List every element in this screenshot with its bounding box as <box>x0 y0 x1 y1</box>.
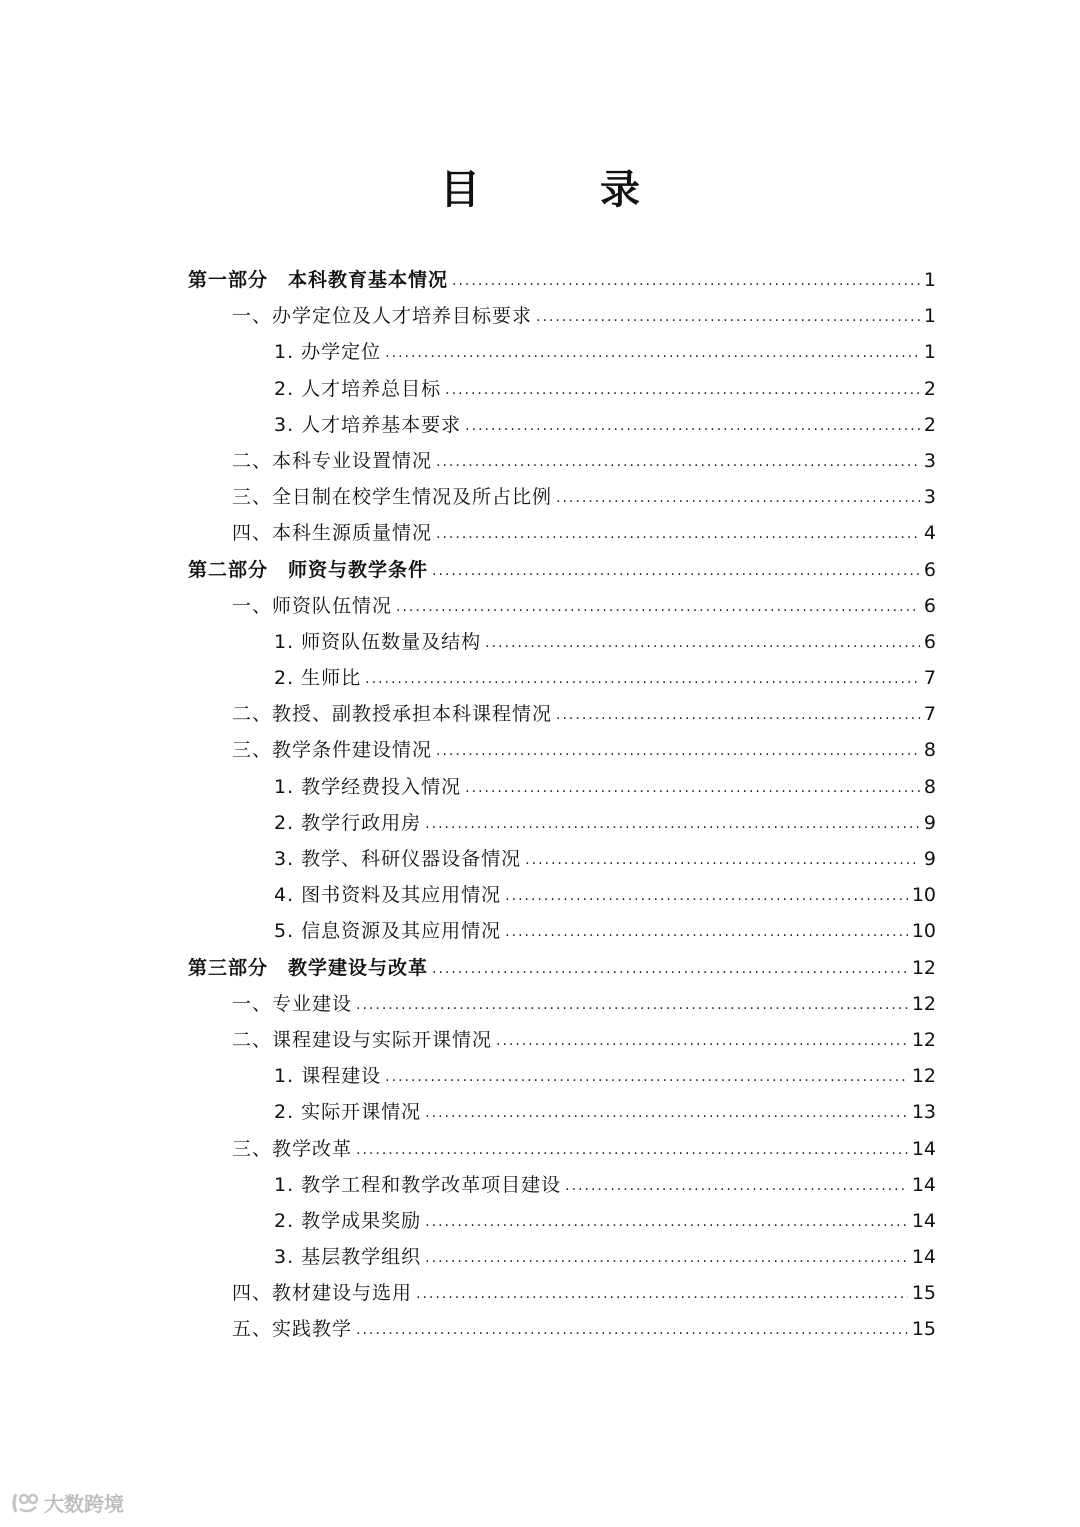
toc-entry[interactable] <box>188 1058 936 1094</box>
toc-entry-page-number: 15 <box>911 1282 936 1305</box>
toc-leader-dots <box>385 335 920 371</box>
toc-entry[interactable] <box>188 407 936 443</box>
toc-leader-dots <box>436 516 920 552</box>
toc-entry-label: 一、师资队伍情况 <box>232 594 393 617</box>
toc-entry-page-number: 14 <box>911 1173 936 1196</box>
toc-leader-dots <box>416 1276 908 1312</box>
toc-entry[interactable] <box>188 371 936 407</box>
toc-entry[interactable] <box>188 660 936 696</box>
toc-entry-label: 第一部分 本科教育基本情况 <box>188 269 449 291</box>
toc-entry-label: 2. 人才培养总目标 <box>274 377 442 400</box>
toc-entry-label: 1. 教学工程和教学改革项目建设 <box>274 1173 562 1196</box>
toc-entry-label: 三、教学条件建设情况 <box>232 739 433 762</box>
toc-entry[interactable] <box>188 479 936 515</box>
toc-entry[interactable] <box>188 298 936 334</box>
toc-leader-dots <box>436 444 920 480</box>
watermark-logo-icon <box>10 1490 40 1516</box>
toc-entry-page-number: 8 <box>923 775 936 798</box>
toc-leader-dots <box>465 770 920 806</box>
toc-entry-page-number: 6 <box>923 630 936 653</box>
toc-entry-label: 3. 人才培养基本要求 <box>274 413 462 436</box>
toc-entry-label: 三、全日制在校学生情况及所占比例 <box>232 486 553 509</box>
toc-entry[interactable] <box>188 1311 936 1347</box>
toc-entry-page-number: 6 <box>923 594 936 617</box>
toc-leader-dots <box>445 372 920 408</box>
toc-entry-page-number: 4 <box>923 522 936 545</box>
toc-leader-dots <box>356 1312 908 1348</box>
toc-leader-dots <box>425 806 920 842</box>
toc-entry[interactable] <box>188 1131 936 1167</box>
toc-entry-label: 一、专业建设 <box>232 992 353 1015</box>
toc-entry[interactable] <box>188 334 936 370</box>
toc-entry-label: 3. 基层教学组织 <box>274 1246 422 1269</box>
table-of-contents <box>188 262 936 1348</box>
toc-entry-label: 2. 实际开课情况 <box>274 1101 422 1124</box>
toc-entry-page-number: 10 <box>911 920 936 943</box>
toc-leader-dots <box>396 589 920 625</box>
toc-entry[interactable] <box>188 1203 936 1239</box>
toc-entry[interactable] <box>188 1167 936 1203</box>
toc-entry-page-number: 8 <box>923 739 936 762</box>
toc-entry-page-number: 12 <box>911 1065 936 1088</box>
toc-entry-label: 二、课程建设与实际开课情况 <box>232 1028 493 1051</box>
watermark-text: 大数跨境 <box>44 1492 124 1516</box>
toc-entry-page-number: 2 <box>923 413 936 436</box>
toc-leader-dots <box>436 733 920 769</box>
toc-entry-label: 五、实践教学 <box>232 1318 353 1341</box>
toc-entry-page-number: 10 <box>911 884 936 907</box>
toc-leader-dots <box>565 1168 908 1204</box>
toc-entry-page-number: 7 <box>923 703 936 726</box>
toc-entry-label: 四、教材建设与选用 <box>232 1282 413 1305</box>
toc-leader-dots <box>365 661 920 697</box>
toc-entry[interactable] <box>188 986 936 1022</box>
toc-entry-label: 3. 教学、科研仪器设备情况 <box>274 848 522 870</box>
toc-leader-dots <box>425 1240 908 1276</box>
toc-entry-page-number: 12 <box>911 956 936 979</box>
toc-leader-dots <box>525 842 920 878</box>
toc-leader-dots <box>505 914 908 950</box>
toc-entry-page-number: 9 <box>923 848 936 870</box>
toc-entry-page-number: 14 <box>911 1137 936 1160</box>
toc-leader-dots <box>465 408 920 444</box>
toc-leader-dots <box>356 987 908 1023</box>
toc-entry-page-number: 1 <box>923 341 936 364</box>
toc-entry-label: 二、教授、副教授承担本科课程情况 <box>232 703 553 726</box>
toc-entry-page-number: 13 <box>911 1101 936 1124</box>
toc-entry[interactable] <box>188 913 936 949</box>
toc-entry-label: 第二部分 师资与教学条件 <box>188 558 429 581</box>
toc-leader-dots <box>496 1023 908 1059</box>
toc-leader-dots <box>556 697 920 733</box>
toc-leader-dots <box>425 1095 908 1131</box>
toc-entry-label: 2. 教学行政用房 <box>274 811 422 834</box>
toc-entry[interactable] <box>188 262 936 298</box>
toc-entry-page-number: 2 <box>923 377 936 400</box>
toc-entry[interactable] <box>188 1094 936 1130</box>
toc-entry-page-number: 12 <box>911 992 936 1015</box>
toc-entry-label: 一、办学定位及人才培养目标要求 <box>232 305 533 328</box>
watermark <box>10 1488 124 1517</box>
toc-entry-label: 第三部分 教学建设与改革 <box>188 956 429 979</box>
toc-entry-label: 1. 师资队伍数量及结构 <box>274 630 482 653</box>
toc-leader-dots <box>556 480 920 516</box>
toc-leader-dots <box>452 263 920 299</box>
toc-entry[interactable] <box>188 588 936 624</box>
toc-entry[interactable] <box>188 1022 936 1058</box>
toc-entry-label: 4. 图书资料及其应用情况 <box>274 884 502 907</box>
toc-entry-page-number: 15 <box>911 1318 936 1341</box>
toc-leader-dots <box>432 553 920 589</box>
toc-leader-dots <box>432 951 908 987</box>
toc-leader-dots <box>536 299 920 335</box>
toc-entry[interactable] <box>188 624 936 660</box>
toc-entry[interactable] <box>188 1239 936 1275</box>
toc-entry[interactable] <box>188 950 936 986</box>
toc-entry-page-number: 7 <box>923 667 936 690</box>
toc-entry[interactable] <box>188 443 936 479</box>
toc-leader-dots <box>356 1132 908 1168</box>
toc-entry-page-number: 1 <box>923 269 936 291</box>
toc-entry[interactable] <box>188 841 936 877</box>
toc-entry-label: 5. 信息资源及其应用情况 <box>274 920 502 943</box>
toc-entry-page-number: 6 <box>923 558 936 581</box>
page-title: 目 录 <box>440 166 680 213</box>
toc-entry-page-number: 12 <box>911 1028 936 1051</box>
toc-entry-page-number: 3 <box>923 486 936 509</box>
toc-leader-dots <box>485 625 920 661</box>
toc-entry-label: 四、本科生源质量情况 <box>232 522 433 545</box>
toc-entry-label: 2. 生师比 <box>274 667 362 690</box>
toc-entry[interactable] <box>188 696 936 732</box>
toc-entry[interactable] <box>188 515 936 551</box>
toc-entry-page-number: 9 <box>923 811 936 834</box>
toc-entry[interactable] <box>188 877 936 913</box>
toc-entry-label: 三、教学改革 <box>232 1137 353 1160</box>
toc-entry[interactable] <box>188 769 936 805</box>
toc-entry[interactable] <box>188 805 936 841</box>
toc-entry-label: 二、本科专业设置情况 <box>232 449 433 472</box>
toc-entry-label: 1. 教学经费投入情况 <box>274 775 462 798</box>
toc-leader-dots <box>425 1204 908 1240</box>
toc-entry-page-number: 14 <box>911 1209 936 1232</box>
toc-leader-dots <box>505 878 908 914</box>
toc-entry[interactable] <box>188 732 936 768</box>
toc-entry-label: 1. 课程建设 <box>274 1065 382 1088</box>
toc-entry[interactable] <box>188 552 936 588</box>
toc-leader-dots <box>385 1059 908 1095</box>
toc-entry-label: 2. 教学成果奖励 <box>274 1209 422 1232</box>
toc-entry[interactable] <box>188 1275 936 1311</box>
toc-entry-page-number: 1 <box>923 305 936 328</box>
toc-entry-page-number: 3 <box>923 449 936 472</box>
toc-entry-label: 1. 办学定位 <box>274 341 382 364</box>
toc-entry-page-number: 14 <box>911 1246 936 1269</box>
